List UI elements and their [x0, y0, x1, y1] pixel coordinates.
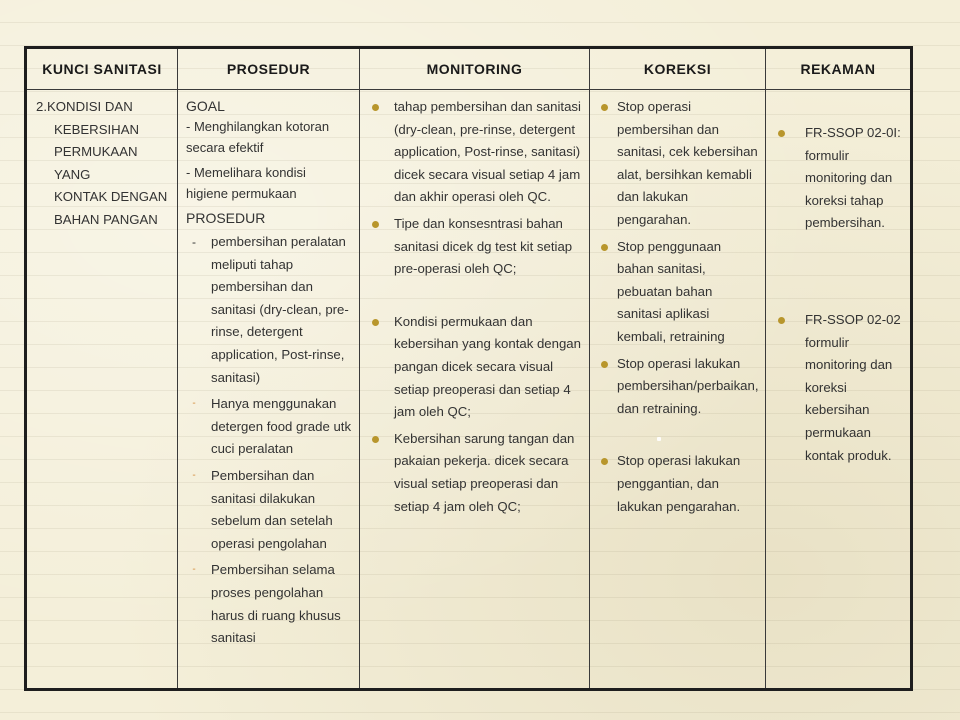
bullet-icon: [372, 319, 379, 326]
bullet-icon: [372, 436, 379, 443]
prosedur-title: PROSEDUR: [186, 210, 266, 226]
kunci-topic: [36, 96, 171, 232]
prosedur-item-text: Hanya menggunakan detergen food grade utk cuci peralatan: [211, 396, 352, 457]
list-item: [598, 450, 759, 518]
monitoring-item-text: Tipe dan konsesntrasi bahan sanitasi dicek dg test kit setiap pre-operasi oleh QC;: [394, 215, 573, 277]
bullet-icon: [601, 361, 608, 368]
dash-icon: -: [192, 469, 196, 481]
rekaman-cell: [766, 90, 910, 688]
list-item: [368, 428, 583, 518]
list-item: [368, 311, 583, 424]
monitoring-cell: [360, 90, 590, 688]
goal-line: - Menghilangkan kotoran: [186, 119, 330, 134]
list-item: [775, 309, 904, 467]
koreksi-item-text: Stop operasi lakukan penggantian, dan lakukan pengarahan.: [617, 453, 741, 514]
list-item: [186, 559, 353, 649]
dash-icon: -: [192, 564, 196, 576]
bullet-icon: [778, 130, 785, 137]
sanitation-table: [24, 46, 913, 691]
prosedur-list: [186, 231, 353, 650]
header-monitoring: MONITORING: [360, 49, 590, 90]
bullet-icon: [778, 317, 785, 324]
koreksi-cell: [590, 90, 766, 688]
list-item: [598, 353, 759, 421]
koreksi-list: [598, 96, 759, 518]
goal-title: GOAL: [186, 98, 225, 114]
header-koreksi: KOREKSI: [590, 49, 766, 90]
kunci-line: BAHAN PANGAN: [54, 211, 158, 227]
list-item: [368, 213, 583, 281]
monitoring-item-text: Kondisi permukaan dan kebersihan yang kontak dengan pangan dicek secara visual setiap preoperasi dan setiap 4 jam oleh QC;: [394, 313, 581, 420]
koreksi-item-text: Stop operasi pembersihan dan sanitasi, cek kebersihan alat, bersihkan kemabli dan lakukan pengarahan.: [617, 99, 758, 227]
rekaman-item-text: FR-SSOP 02-0I: formulir monitoring dan koreksi tahap pembersihan.: [805, 125, 901, 231]
goal-line: - Memelihara kondisi: [186, 165, 306, 180]
bullet-icon: [601, 244, 608, 251]
kunci-sanitasi-cell: [27, 90, 178, 688]
dash-icon: -: [192, 235, 196, 249]
goal-line: secara efektif: [186, 140, 264, 155]
bullet-icon: [601, 104, 608, 111]
rekaman-item-text: FR-SSOP 02-02 formulir monitoring dan koreksi kebersihan permukaan kontak produk.: [805, 311, 901, 463]
bullet-icon: [601, 458, 608, 465]
kunci-line: 2.KONDISI DAN: [36, 99, 133, 114]
list-item: [186, 465, 353, 555]
monitoring-list: [368, 96, 583, 518]
prosedur-item-text: Pembersihan dan sanitasi dilakukan sebelum dan setelah operasi pengolahan: [211, 467, 333, 551]
kunci-line: PERMUKAAN YANG: [54, 144, 138, 182]
list-item: [598, 236, 759, 349]
list-item: [186, 231, 353, 389]
list-item: [775, 122, 904, 235]
dash-icon: -: [192, 398, 196, 410]
list-item: [368, 96, 583, 209]
goal-line: higiene permukaan: [186, 186, 297, 201]
kunci-line: KONTAK DENGAN: [54, 189, 168, 205]
list-item: [186, 393, 353, 461]
rekaman-list: [775, 122, 904, 467]
koreksi-item-text: Stop penggunaan bahan sanitasi, pebuatan bahan sanitasi aplikasi kembali, retraining: [617, 238, 725, 344]
list-item: [598, 96, 759, 232]
bullet-icon: [372, 104, 379, 111]
paper-speck: [657, 437, 661, 441]
monitoring-item-text: tahap pembersihan dan sanitasi (dry-clean, pre-rinse, detergent application, Post-rinse, sanitasi) dicek secara visual setiap 4 jam dan akhir operasi oleh QC.: [394, 99, 581, 205]
header-kunci-sanitasi: KUNCI SANITASI: [27, 49, 178, 90]
bullet-icon: [372, 221, 379, 228]
prosedur-item-text: pembersihan peralatan meliputi tahap pembersihan dan sanitasi (dry-clean, pre-rinse, detergent application, Post-rinse, sanitasi): [211, 234, 349, 385]
koreksi-item-text: Stop operasi lakukan pembersihan/perbaikan, dan retraining.: [617, 355, 759, 416]
header-rekaman: REKAMAN: [766, 49, 910, 90]
prosedur-cell: [178, 90, 360, 688]
prosedur-item-text: Pembersihan selama proses pengolahan harus di ruang khusus sanitasi: [211, 562, 341, 646]
goal-item: [186, 116, 353, 158]
header-prosedur: PROSEDUR: [178, 49, 360, 90]
monitoring-item-text: Kebersihan sarung tangan dan pakaian pekerja. dicek secara visual setiap preoperasi dan setiap 4 jam oleh QC;: [394, 430, 575, 514]
kunci-line: KEBERSIHAN: [54, 121, 140, 137]
goal-item: [186, 162, 353, 204]
